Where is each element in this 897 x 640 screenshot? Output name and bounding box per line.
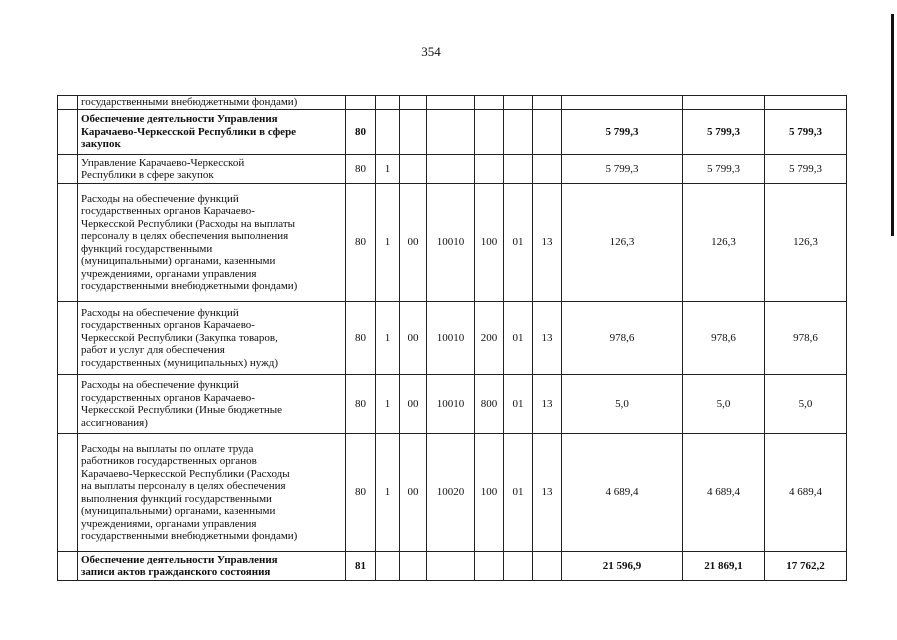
- subsection-code-cell: [504, 155, 533, 184]
- description-text: Расходы на обеспечение функций государственных органов Карачаево- Черкесской Республики (Расходы на выплаты персоналу в целях обеспечения выполнения функций государственными (муниципальными) органами, казенными учреждениями, органами управления государственными внебюджетными фондами): [81, 192, 298, 292]
- description-text: Расходы на обеспечение функций государственных органов Карачаево- Черкесской Республики (Закупка товаров, работ и услуг для обеспечения государственных (муниципальных) нужд): [81, 306, 278, 369]
- item-code-cell: [533, 96, 562, 110]
- description-text: государственными внебюджетными фондами): [81, 96, 298, 109]
- amount-year-1-cell: 126,3: [562, 184, 683, 302]
- amount-year-1-cell: 4 689,4: [562, 434, 683, 552]
- amount-year-2-cell: 978,6: [683, 302, 765, 375]
- ministry-code-cell: 80: [346, 155, 376, 184]
- row-number-cell: [58, 302, 78, 375]
- direction-code-cell: [427, 96, 475, 110]
- table-row: [58, 184, 847, 302]
- description-text: Управление Карачаево-Черкесской Республики в сфере закупок: [81, 156, 245, 181]
- page-number: 354: [421, 44, 441, 59]
- amount-year-1-cell: 5,0: [562, 375, 683, 434]
- item-code-cell: 13: [533, 375, 562, 434]
- amount-year-3-cell: 978,6: [765, 302, 847, 375]
- table-row: [58, 434, 847, 552]
- description-cell: [78, 375, 346, 434]
- amount-year-1-cell: 978,6: [562, 302, 683, 375]
- direction-code-cell: 10010: [427, 302, 475, 375]
- row-number-cell: [58, 110, 78, 155]
- amount-year-2-cell: 5,0: [683, 375, 765, 434]
- margin-bar: [891, 14, 894, 236]
- direction-code-cell: 10010: [427, 184, 475, 302]
- expense-type-code-cell: 100: [475, 434, 504, 552]
- description-cell: [78, 110, 346, 155]
- program-code-cell: 00: [400, 302, 427, 375]
- section-code-cell: 1: [376, 302, 400, 375]
- table-body: [58, 96, 847, 581]
- expense-type-code-cell: 100: [475, 184, 504, 302]
- expense-type-code-cell: [475, 552, 504, 581]
- description-cell: [78, 552, 346, 581]
- row-number-cell: [58, 375, 78, 434]
- ministry-code-cell: 80: [346, 434, 376, 552]
- ministry-code-cell: [346, 96, 376, 110]
- amount-year-3-cell: 5 799,3: [765, 110, 847, 155]
- section-code-cell: 1: [376, 375, 400, 434]
- amount-year-3-cell: 17 762,2: [765, 552, 847, 581]
- amount-year-2-cell: 5 799,3: [683, 110, 765, 155]
- amount-year-3-cell: [765, 96, 847, 110]
- amount-year-2-cell: [683, 96, 765, 110]
- ministry-code-cell: 80: [346, 302, 376, 375]
- description-cell: [78, 434, 346, 552]
- subsection-code-cell: [504, 96, 533, 110]
- description-text: Расходы на выплаты по оплате труда работников государственных органов Карачаево-Черкесской Республики (Расходы на выплаты персоналу в целях обеспечения выполнения функций государственными (муниципальными) органами, казенными учреждениями, органами управления государственными внебюджетными фондами): [81, 442, 298, 542]
- subsection-code-cell: 01: [504, 375, 533, 434]
- table-row: [58, 155, 847, 184]
- description-text: Обеспечение деятельности Управления Карачаево-Черкесской Республики в сфере закупок: [81, 113, 297, 151]
- ministry-code-cell: 80: [346, 375, 376, 434]
- item-code-cell: 13: [533, 302, 562, 375]
- expense-type-code-cell: [475, 96, 504, 110]
- direction-code-cell: [427, 110, 475, 155]
- program-code-cell: 00: [400, 375, 427, 434]
- description-cell: [78, 96, 346, 110]
- subsection-code-cell: [504, 110, 533, 155]
- row-number-cell: [58, 184, 78, 302]
- row-number-cell: [58, 155, 78, 184]
- description-cell: [78, 155, 346, 184]
- subsection-code-cell: [504, 552, 533, 581]
- amount-year-1-cell: 5 799,3: [562, 110, 683, 155]
- section-code-cell: 1: [376, 184, 400, 302]
- description-text: Обеспечение деятельности Управления записи актов гражданского состояния: [81, 553, 278, 578]
- amount-year-2-cell: 21 869,1: [683, 552, 765, 581]
- direction-code-cell: [427, 552, 475, 581]
- program-code-cell: 00: [400, 434, 427, 552]
- amount-year-3-cell: 126,3: [765, 184, 847, 302]
- table-row: [58, 302, 847, 375]
- item-code-cell: [533, 552, 562, 581]
- subsection-code-cell: 01: [504, 184, 533, 302]
- amount-year-2-cell: 5 799,3: [683, 155, 765, 184]
- item-code-cell: [533, 110, 562, 155]
- section-code-cell: [376, 110, 400, 155]
- item-code-cell: [533, 155, 562, 184]
- direction-code-cell: 10010: [427, 375, 475, 434]
- amount-year-1-cell: [562, 96, 683, 110]
- subsection-code-cell: 01: [504, 302, 533, 375]
- amount-year-2-cell: 126,3: [683, 184, 765, 302]
- amount-year-3-cell: 5 799,3: [765, 155, 847, 184]
- description-text: Расходы на обеспечение функций государственных органов Карачаево- Черкесской Республики (Иные бюджетные ассигнования): [81, 379, 283, 429]
- table-row: [58, 96, 847, 110]
- table-row: [58, 375, 847, 434]
- row-number-cell: [58, 96, 78, 110]
- item-code-cell: 13: [533, 434, 562, 552]
- description-cell: [78, 302, 346, 375]
- section-code-cell: [376, 552, 400, 581]
- subsection-code-cell: 01: [504, 434, 533, 552]
- section-code-cell: 1: [376, 155, 400, 184]
- ministry-code-cell: 80: [346, 184, 376, 302]
- table-row: [58, 110, 847, 155]
- description-cell: [78, 184, 346, 302]
- row-number-cell: [58, 434, 78, 552]
- table-row: [58, 552, 847, 581]
- expense-type-code-cell: 200: [475, 302, 504, 375]
- direction-code-cell: 10020: [427, 434, 475, 552]
- section-code-cell: [376, 96, 400, 110]
- direction-code-cell: [427, 155, 475, 184]
- amount-year-2-cell: 4 689,4: [683, 434, 765, 552]
- program-code-cell: [400, 96, 427, 110]
- budget-table: [57, 95, 847, 581]
- ministry-code-cell: 81: [346, 552, 376, 581]
- row-number-cell: [58, 552, 78, 581]
- amount-year-1-cell: 21 596,9: [562, 552, 683, 581]
- program-code-cell: [400, 155, 427, 184]
- ministry-code-cell: 80: [346, 110, 376, 155]
- item-code-cell: 13: [533, 184, 562, 302]
- amount-year-3-cell: 4 689,4: [765, 434, 847, 552]
- expense-type-code-cell: 800: [475, 375, 504, 434]
- amount-year-3-cell: 5,0: [765, 375, 847, 434]
- expense-type-code-cell: [475, 155, 504, 184]
- expense-type-code-cell: [475, 110, 504, 155]
- program-code-cell: 00: [400, 184, 427, 302]
- program-code-cell: [400, 552, 427, 581]
- section-code-cell: 1: [376, 434, 400, 552]
- program-code-cell: [400, 110, 427, 155]
- amount-year-1-cell: 5 799,3: [562, 155, 683, 184]
